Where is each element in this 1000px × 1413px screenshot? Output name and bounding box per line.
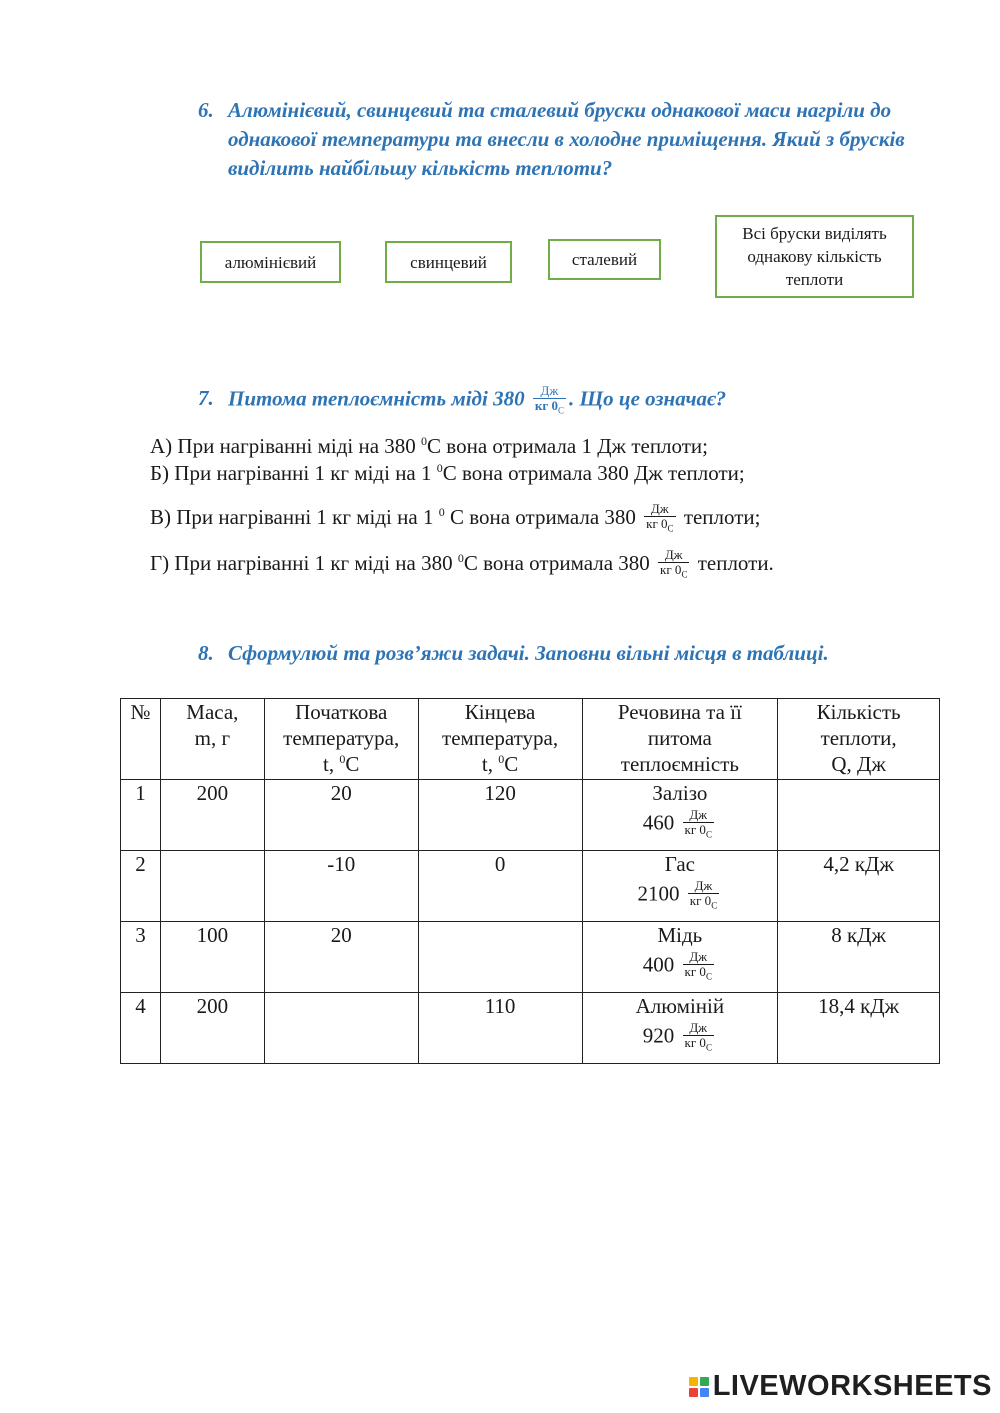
unit-denominator: кг $0_С$ [534,398,564,416]
cell-heat[interactable]: 18,4 кДж [778,993,940,1064]
table-row [121,851,940,922]
cell-mass[interactable]: 100 [160,922,264,993]
question-8-number: 8. [198,641,214,665]
question-6-number: 6. [198,98,214,122]
question-7-text: Питома теплоємність міді 380 [228,386,525,411]
answer-c: В) При нагріванні 1 кг міді на 1 $^0$ С вона отримала 380 $\frac{Дж}{кг 0_С}$ теплоти; [150,501,761,534]
cell-substance: Залізо 460 $\frac{Дж}{кг 0_С}$ [582,780,778,851]
question-7-number: 7. [198,386,214,410]
cell-initial-temperature[interactable] [264,993,418,1064]
question-6 [198,96,958,183]
unit-numerator: Дж [533,384,566,399]
liveworksheets-logo[interactable] [689,1370,992,1403]
cell-number: 1 [121,780,161,851]
cell-heat[interactable]: 8 кДж [778,922,940,993]
option-aluminum[interactable] [200,241,341,283]
header-heat: Кількість теплоти, Q, Дж [778,699,940,780]
answer-a: А) При нагріванні міді на 380 $^0$С вона отримала 1 Дж теплоти; [150,434,709,458]
cell-initial-temperature[interactable]: 20 [264,922,418,993]
option-steel[interactable] [548,239,661,280]
cell-substance: Гас 2100 $\frac{Дж}{кг 0_С}$ [582,851,778,922]
cell-mass[interactable] [160,851,264,922]
table-header-row [121,699,940,780]
cell-final-temperature[interactable]: 120 [418,780,582,851]
question-6-text: Алюмінієвий, свинцевий та сталевий бруски однакової маси нагріли до однакової температури та внесли в холодне приміщення. Який з брусків виділить найбільшу кількість теплоти? [228,98,905,180]
cell-substance: Алюміній 920 $\frac{Дж}{кг 0_С}$ [582,993,778,1064]
unit-fraction [533,384,566,418]
answer-d: Г) При нагріванні 1 кг міді на 380 $^0$С вона отримала 380 $\frac{Дж}{кг 0_С}$ теплоти. [150,547,774,580]
question-7-text-end: . Що це означає? [569,386,727,411]
cell-final-temperature[interactable]: 110 [418,993,582,1064]
cell-mass[interactable]: 200 [160,780,264,851]
option-aluminum-label: алюмінієвий [224,252,317,272]
table-row [121,993,940,1064]
liveworksheets-logo-icon [689,1377,709,1397]
question-8-text: Сформулюй та розв’яжи задачі. Заповни вільні місця в таблиці. [228,641,829,665]
cell-heat[interactable]: 4,2 кДж [778,851,940,922]
option-lead-label: свинцевий [410,252,487,272]
unit-fraction: $\frac{Дж}{кг 0_С}$ [660,547,688,580]
option-all-equal-label: Всі бруски виділять однакову кількість теплоти [742,224,887,289]
header-final-temperature: Кінцева температура, t, $^0$С [418,699,582,780]
problems-table [120,698,940,1064]
table-row [121,780,940,851]
cell-heat[interactable] [778,780,940,851]
header-number: № [121,699,161,780]
cell-initial-temperature[interactable]: -10 [264,851,418,922]
liveworksheets-logo-text: LIVEWORKSHEETS [712,1370,992,1402]
header-substance: Речовина та її питома теплоємність [582,699,778,780]
cell-number: 3 [121,922,161,993]
cell-number: 4 [121,993,161,1064]
cell-final-temperature[interactable] [418,922,582,993]
table-row [121,922,940,993]
option-lead[interactable] [385,241,512,283]
question-8 [198,639,958,668]
option-all-equal[interactable] [715,215,914,298]
cell-final-temperature[interactable]: 0 [418,851,582,922]
header-initial-temperature: Початкова температура, t, $^0$С [264,699,418,780]
header-mass: Маса, m, г [160,699,264,780]
cell-mass[interactable]: 200 [160,993,264,1064]
question-7 [198,384,898,418]
unit-fraction: $\frac{Дж}{кг 0_С}$ [646,501,674,534]
question-7-answers [150,430,774,586]
cell-number: 2 [121,851,161,922]
option-steel-label: сталевий [571,250,638,269]
cell-initial-temperature[interactable]: 20 [264,780,418,851]
cell-substance: Мідь 400 $\frac{Дж}{кг 0_С}$ [582,922,778,993]
answer-b: Б) При нагріванні 1 кг міді на 1 $^0$С вона отримала 380 Дж теплоти; [150,461,745,485]
